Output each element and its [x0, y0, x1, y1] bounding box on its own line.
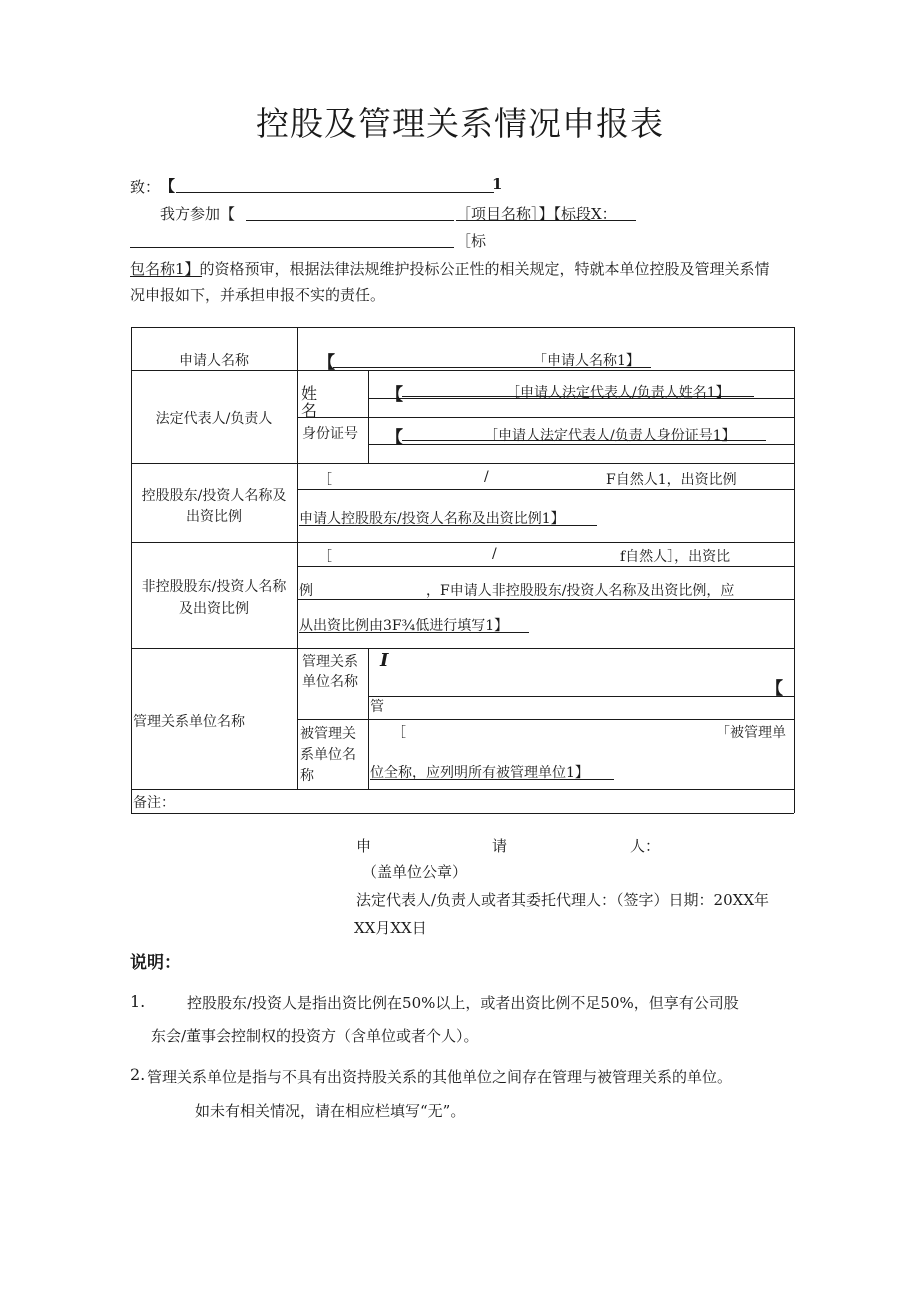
name-open-bracket: 【 [386, 385, 403, 405]
mgmt-unit-bracket: 【 [766, 679, 783, 699]
managed-underline [370, 779, 614, 780]
applicant-name-label: 申请人名称 [179, 353, 249, 369]
page-title: 控股及管理关系情况申报表 [256, 104, 664, 143]
mgmt-unit-row-2: 管 [370, 699, 384, 715]
note-1-continuation: 东会/董事会控制权的投资方（含单位或者个人）。 [151, 1027, 479, 1045]
note-2-number: 2. [130, 1065, 146, 1084]
signature-applicant-char-3: 人： [630, 837, 661, 855]
section-name-underline [130, 276, 202, 277]
project-name-placeholder: ［项目名称］】【标段X： [456, 205, 617, 223]
legal-rep-name-value: ［申请人法定代表人/负责人姓名1】 [506, 385, 730, 401]
project-underline [246, 220, 454, 221]
mgmt-unit-mark: I [380, 650, 389, 671]
controlling-open-bracket: ［ [318, 472, 332, 488]
signature-date: XX月XX日 [354, 919, 427, 937]
noncontrolling-label-line-1: 非控股股东/投资人名称 [141, 579, 287, 595]
id-number-value: ［申请人法定代表人/负责人身份证号1】 [484, 428, 736, 444]
legal-rep-label: 法定代表人/负责人 [155, 411, 273, 427]
managed-unit-label-line-2: 系单位名 [300, 747, 356, 763]
notes-heading: 说明： [130, 953, 181, 973]
applicant-underline [333, 367, 651, 368]
noncontrolling-label-line-2: 及出资比例 [179, 601, 249, 617]
section-underline [130, 247, 454, 248]
controlling-label-line-1: 控股股东/投资人名称及 [141, 488, 287, 504]
managed-row-1-tail: 「被管理单 [716, 725, 786, 741]
managed-unit-label-line-1: 被管理关 [300, 726, 356, 742]
managed-unit-label-line-3: 称 [300, 768, 314, 784]
noncontrolling-row-2-head: 例 [299, 583, 313, 599]
applicant-name-value: 「申请人名称1】 [533, 353, 640, 369]
project-name-underline [456, 220, 636, 221]
applicant-open-bracket: 【 [318, 353, 335, 373]
note-1-number: 1. [130, 992, 146, 1011]
note-2-text: 管理关系单位是指与不具有出资持股关系的其他单位之间存在管理与被管理关系的单位。 [147, 1068, 733, 1086]
to-open-bracket: 【 [160, 177, 176, 195]
managed-row-2: 位全称，应列明所有被管理单位1】 [370, 765, 589, 781]
id-number-label: 身份证号 [302, 426, 358, 442]
mgmt-unit-label-line-2: 单位名称 [302, 674, 358, 690]
managed-open-bracket: ［ [392, 725, 406, 741]
noncontrolling-open-bracket: ［ [318, 549, 332, 565]
project-prefix: 我方参加【 [160, 205, 236, 223]
mgmt-unit-label-line-1: 管理关系 [302, 654, 358, 670]
note-3-text: 如未有相关情况，请在相应栏填写“无”。 [195, 1102, 466, 1120]
controlling-label-line-2: 出资比例 [186, 509, 242, 525]
name-label-char-2: 名 [301, 401, 318, 420]
controlling-row-1-tail: F自然人1，出资比例 [606, 472, 737, 488]
intro-line-4: 包名称1】的资格预审，根据法律法规维护投标公正性的相关规定，特就本单位控股及管理关系情 [130, 260, 770, 278]
noncontrolling-slash: / [492, 546, 497, 562]
mgmt-relationship-label: 管理关系单位名称 [133, 714, 245, 730]
noncontrolling-row-2-tail: ，F申请人非控股股东/投资人名称及出资比例，应 [426, 583, 735, 599]
note-1-text: 控股股东/投资人是指出资比例在50%以上，或者出资比例不足50%，但享有公司股 [187, 994, 739, 1012]
id-open-bracket: 【 [386, 428, 403, 448]
intro-line-5: 况申报如下，并承担申报不实的责任。 [130, 286, 386, 304]
id-underline [402, 440, 766, 441]
company-seal-note: （盖单位公章） [362, 863, 468, 881]
controlling-row-2: 申请人控股股东/投资人名称及出资比例1】 [299, 511, 565, 527]
noncontrolling-row-3: 从出资比例由3F¾低进行填写1】 [299, 618, 509, 634]
signature-applicant-char-2: 请 [492, 837, 508, 855]
name-label-char-1: 姓 [301, 384, 318, 403]
controlling-underline [299, 525, 597, 526]
legal-rep-signature-line: 法定代表人/负责人或者其委托代理人：（签字）日期：20XX年 [356, 891, 770, 909]
name-underline [402, 396, 754, 397]
to-label: 致： [130, 178, 161, 196]
signature-applicant-char-1: 申 [356, 837, 372, 855]
section-suffix: ［标 [456, 232, 487, 250]
remark-label: 备注： [133, 795, 175, 811]
noncontrolling-underline [299, 632, 529, 633]
controlling-slash: / [484, 469, 489, 485]
to-underline [176, 192, 494, 193]
to-close-mark: 1 [492, 175, 503, 193]
noncontrolling-row-1-tail: f自然人］，出资比 [620, 549, 731, 565]
